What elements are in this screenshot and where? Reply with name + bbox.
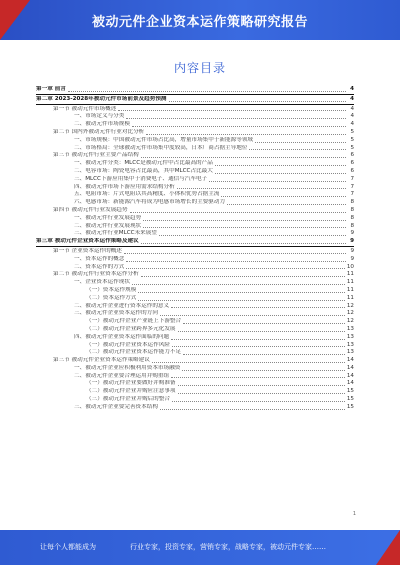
toc-entry-page: 15 xyxy=(346,403,354,410)
toc-entry-page: 5 xyxy=(350,128,354,135)
toc-entry[interactable] xyxy=(36,129,354,137)
toc-dot-leader xyxy=(118,110,346,111)
toc-dot-leader xyxy=(182,370,345,371)
toc-entry[interactable] xyxy=(36,176,354,184)
toc-entry-title: 第二章 2023-2028年被动元件市场前景及趋势预测 xyxy=(36,95,167,102)
toc-entry[interactable] xyxy=(36,326,354,334)
toc-dot-leader xyxy=(146,134,346,135)
toc-entry-page: 14 xyxy=(346,380,354,387)
toc-entry[interactable] xyxy=(36,248,354,256)
toc-dot-leader xyxy=(68,91,346,92)
toc-entry-page: 5 xyxy=(350,144,354,151)
toc-entry-title: 三、被动元件企业资本运作的方向 xyxy=(74,310,158,317)
toc-entry[interactable] xyxy=(36,256,354,264)
toc-entry-title: （一）被动元件企业要做好并购准备 xyxy=(86,380,176,387)
toc-entry-page: 6 xyxy=(350,152,354,159)
toc-dot-leader xyxy=(178,393,345,394)
toc-entry-title: 第一章 前言 xyxy=(36,86,66,92)
toc-entry-page: 6 xyxy=(350,160,354,167)
toc-entry-title: 三、被动元件行业MLCC未来展望 xyxy=(74,230,157,237)
toc-dot-leader xyxy=(169,101,346,102)
toc-dot-leader xyxy=(249,149,346,150)
toc-dot-leader xyxy=(209,181,346,182)
toc-dot-leader xyxy=(132,284,345,285)
toc-entry-title: 第一节 企业资本运作的概述 xyxy=(53,247,122,254)
toc-entry[interactable] xyxy=(36,106,354,114)
report-title: 被动元件企业资本运作策略研究报告 xyxy=(91,15,308,30)
toc-entry-page: 11 xyxy=(346,271,354,278)
toc-dot-leader xyxy=(152,362,345,363)
toc-entry-page: 8 xyxy=(350,222,354,229)
toc-entry-page: 6 xyxy=(350,167,354,174)
toc-dot-leader xyxy=(215,173,346,174)
toc-dot-leader xyxy=(159,235,346,236)
toc-heading: 内容目录 xyxy=(173,61,226,75)
toc-entry[interactable] xyxy=(36,349,354,357)
toc-entry-title: （二）被动元件企业并购应注意事项 xyxy=(86,388,176,395)
toc-entry-page: 8 xyxy=(350,206,354,213)
toc-entry[interactable] xyxy=(36,215,354,223)
toc-entry[interactable] xyxy=(36,160,354,168)
toc-entry-title: 一、市场定义与分类 xyxy=(74,113,125,120)
toc-dot-leader xyxy=(171,307,345,308)
toc-entry-page: 13 xyxy=(346,333,354,340)
toc-dot-leader xyxy=(160,315,345,316)
toc-entry[interactable] xyxy=(36,279,354,287)
toc-entry-title: （一）资本运作规模 xyxy=(86,286,137,293)
toc-entry-title: 二、被动元件行业发展现状 xyxy=(74,222,142,229)
toc-entry[interactable] xyxy=(36,388,354,396)
toc-entry-page: 14 xyxy=(346,372,354,379)
toc-entry-title: 一、资本运作的概念 xyxy=(74,255,125,262)
toc-entry-title: （二）被动元件企业资本运作能力不足 xyxy=(86,349,182,356)
toc-entry-page: 7 xyxy=(350,175,354,182)
toc-entry-title: 二、被动元件企业进行资本运作的意义 xyxy=(74,302,170,309)
toc-entry[interactable] xyxy=(36,380,354,388)
toc-entry-title: （二）被动元件企业跨界多元化发展 xyxy=(86,325,176,332)
toc-entry[interactable] xyxy=(36,404,354,412)
toc-entry[interactable] xyxy=(36,168,354,176)
bottom-banner xyxy=(0,530,400,565)
toc-entry-page: 12 xyxy=(346,310,354,317)
toc-entry[interactable] xyxy=(36,287,354,295)
toc-entry-title: 第三节 被动元件行业主要产品结构 xyxy=(53,152,139,159)
toc-entry-page: 10 xyxy=(346,263,354,270)
page-number: 1 xyxy=(352,511,356,517)
toc-entry-title: 五、电阻市场：片式电阻以其高精度、小体积优势占据主流 xyxy=(74,191,220,198)
toc-entry-page: 13 xyxy=(346,349,354,356)
toc-entry[interactable] xyxy=(36,113,354,121)
toc-dot-leader xyxy=(138,300,345,301)
toc-entry[interactable] xyxy=(36,152,354,160)
toc-entry-page: 12 xyxy=(346,318,354,325)
toc-entry[interactable] xyxy=(36,238,354,246)
toc-dot-leader xyxy=(227,204,346,205)
toc-entry[interactable] xyxy=(36,121,354,129)
toc-entry-title: 六、电感市场：新能源汽车将成为电感市场增长的主要驱动力 xyxy=(74,199,226,206)
toc-entry[interactable] xyxy=(36,207,354,215)
toc-entry-title: 三、被动元件企业要完善资本结构 xyxy=(74,403,158,410)
toc-dot-leader xyxy=(141,243,346,244)
toc-dot-leader xyxy=(138,292,345,293)
toc-entry-title: 二、被动元件市场规模 xyxy=(74,121,130,128)
toc-dot-leader xyxy=(183,323,345,324)
toc-entry-title: 一、企业资本运作现状 xyxy=(74,279,130,286)
toc-entry[interactable] xyxy=(36,295,354,303)
toc-entry-page: 12 xyxy=(346,302,354,309)
toc-entry[interactable] xyxy=(36,230,354,238)
toc-dot-leader xyxy=(215,165,346,166)
toc-entry-page: 9 xyxy=(350,238,354,245)
toc-dot-leader xyxy=(178,331,345,332)
toc-dot-leader xyxy=(124,253,346,254)
toc-entry[interactable] xyxy=(36,303,354,311)
toc-entry-title: 二、被动元件企业要合理运用并购重组 xyxy=(74,372,170,379)
toc-entry[interactable] xyxy=(36,373,354,381)
toc-entry[interactable] xyxy=(36,318,354,326)
toc-entry-title: （一）被动元件企业资本运作风险 xyxy=(86,341,170,348)
toc-entry-title: 四、被动元件市场下游应用需求结构分析 xyxy=(74,183,175,190)
toc-entry-page: 13 xyxy=(346,325,354,332)
toc-entry-page: 4 xyxy=(350,121,354,128)
toc-entry-title: 二、资本运作的方式 xyxy=(74,263,125,270)
toc-entry-page: 4 xyxy=(350,113,354,120)
toc-entry-title: 第三章 被动元件企业资本运作策略及建议 xyxy=(36,238,139,245)
toc-dot-leader xyxy=(177,188,346,189)
toc-entry-page: 7 xyxy=(350,191,354,198)
toc-entry-page: 11 xyxy=(346,279,354,286)
toc-entry-page: 4 xyxy=(350,95,354,102)
toc-entry-title: 第一节 被动元件市场概述 xyxy=(53,105,117,112)
toc-entry[interactable] xyxy=(36,271,354,279)
toc-entry-title: 一、被动元件分类：MLCC是被动元件中占比最高的产品 xyxy=(74,160,213,167)
toc-entry[interactable] xyxy=(36,86,354,94)
toc-entry-title: 四、被动元件企业资本运作面临的问题 xyxy=(74,333,170,340)
toc-entry-title: 一、被动元件行业发展趋势 xyxy=(74,214,142,221)
toc-entry-page: 4 xyxy=(350,105,354,112)
toc-entry-title: 一、被动元件企业应积极利用资本市场融资 xyxy=(74,364,181,371)
toc-dot-leader xyxy=(171,339,345,340)
red-corner-decoration xyxy=(376,530,400,565)
toc-entry-title: 第二节 被动元件行业资本运作分析 xyxy=(53,271,139,278)
toc-entry-title: 二、市场格局：全球被动元件市场集中度较高，日本厂商占据主导地位 xyxy=(74,144,248,151)
toc-entry[interactable] xyxy=(36,396,354,404)
toc-entry-title: 二、电容市场：陶瓷电容占比最高，其中MLCC占比最大 xyxy=(74,167,213,174)
toc-dot-leader xyxy=(126,261,346,262)
footer-slogan-right: 行业专家，投资专家，营销专家，战略专家，被动元件专家…… xyxy=(130,543,326,551)
toc-entry-page: 11 xyxy=(346,294,354,301)
toc-entry[interactable] xyxy=(36,357,354,365)
toc-dot-leader xyxy=(130,212,347,213)
toc-entry-page: 4 xyxy=(350,86,354,92)
toc-entry-page: 13 xyxy=(346,341,354,348)
toc-dot-leader xyxy=(132,126,346,127)
toc-entry[interactable] xyxy=(36,145,354,153)
toc-dot-leader xyxy=(143,227,346,228)
toc-entry[interactable] xyxy=(36,191,354,199)
toc-entry-page: 9 xyxy=(350,247,354,254)
toc-dot-leader xyxy=(255,142,346,143)
toc-dot-leader xyxy=(141,157,346,158)
toc-entry-page: 11 xyxy=(346,286,354,293)
toc-entry-page: 8 xyxy=(350,199,354,206)
toc-entry-page: 9 xyxy=(350,255,354,262)
toc-entry[interactable] xyxy=(36,334,354,342)
toc-entry[interactable] xyxy=(36,342,354,350)
toc-entry-title: 第二节 国内外被动元件行业对比分析 xyxy=(53,128,145,135)
toc-dot-leader xyxy=(172,401,345,402)
toc-entry-page: 7 xyxy=(350,183,354,190)
toc-entry[interactable] xyxy=(36,365,354,373)
toc-entry[interactable] xyxy=(36,223,354,231)
toc-dot-leader xyxy=(126,118,346,119)
toc-entry-page: 9 xyxy=(350,230,354,237)
toc-entry-title: 三、MLCC下游应用集中于消费电子、通信与汽车电子 xyxy=(74,175,208,182)
toc-dot-leader xyxy=(171,377,345,378)
toc-entry-page: 8 xyxy=(350,214,354,221)
toc-entry-title: 第四节 被动元件行业发展趋势 xyxy=(53,206,128,213)
toc-entry[interactable] xyxy=(36,184,354,192)
toc-entry-page: 15 xyxy=(346,396,354,403)
toc-entry-title: 一、市场规模：中国被动元件市场占比高，增量市场集中于新能源等领域 xyxy=(74,136,254,143)
toc-entry[interactable] xyxy=(36,96,354,104)
toc-dot-leader xyxy=(178,385,345,386)
footer-slogan-left: 让每个人都能成为 xyxy=(40,543,96,551)
toc-entry-page: 5 xyxy=(350,136,354,143)
toc-dot-leader xyxy=(143,220,346,221)
toc-entry-title: （一）被动元件企业产业链上下游整合 xyxy=(86,318,182,325)
toc-dot-leader xyxy=(126,268,345,269)
toc-dot-leader xyxy=(172,346,345,347)
toc-dot-leader xyxy=(141,276,345,277)
toc-dot-leader xyxy=(221,196,346,197)
toc-entry[interactable] xyxy=(36,199,354,207)
toc-entry-page: 14 xyxy=(346,357,354,364)
toc-entry-page: 14 xyxy=(346,364,354,371)
toc-dot-leader xyxy=(183,354,345,355)
toc-entry[interactable] xyxy=(36,310,354,318)
toc-entry[interactable] xyxy=(36,137,354,145)
toc-entry-title: 第三节 被动元件企业资本运作策略建议 xyxy=(53,357,150,364)
table-of-contents xyxy=(36,86,354,412)
toc-entry-title: （三）被动元件企业并购后的整合 xyxy=(86,396,170,403)
toc-entry-title: （二）资本运作方式 xyxy=(86,294,137,301)
toc-entry[interactable] xyxy=(36,264,354,272)
toc-entry-page: 15 xyxy=(346,388,354,395)
top-banner xyxy=(0,0,400,40)
toc-dot-leader xyxy=(160,409,345,410)
